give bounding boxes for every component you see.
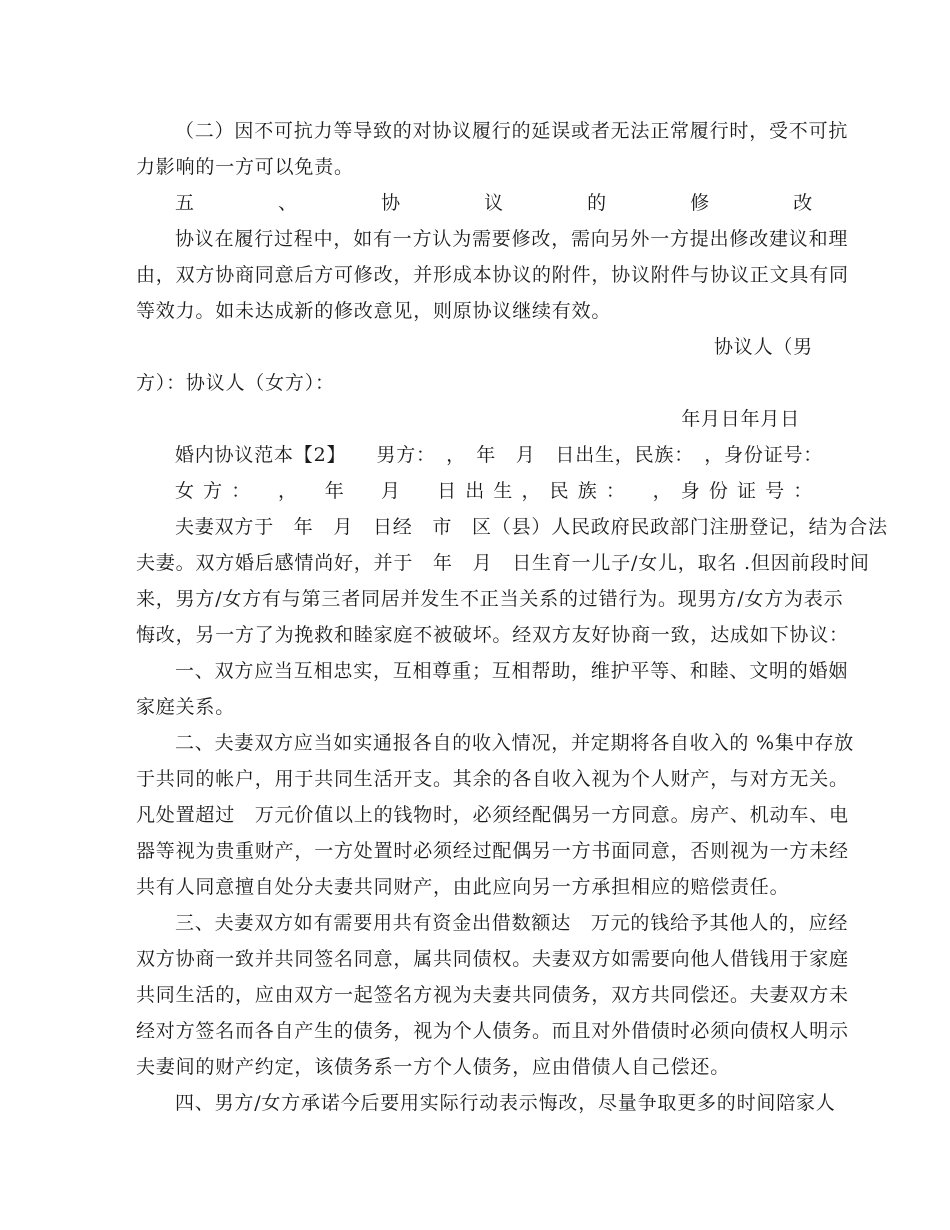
signature-line: 协议人（男 bbox=[713, 336, 813, 358]
signature-line: 方）：协议人（女方）： bbox=[136, 372, 335, 394]
paragraph-line: 凡处置超过 万元价值以上的钱物时，必须经配偶另一方同意。房产、机动车、电 bbox=[136, 804, 849, 826]
paragraph-line: 力影响的一方可以免责。 bbox=[136, 156, 354, 178]
date-line: 年月日年月日 bbox=[681, 408, 800, 430]
paragraph-line: 夫妻双方于 年 月 日经 市 区（县）人民政府民政部门注册登记，结为合法 bbox=[175, 516, 888, 538]
paragraph-line: 来，男方/女方有与第三者同居并发生不正当关系的过错行为。现男方/女方为表示 bbox=[136, 588, 844, 610]
paragraph-line: 四、男方/女方承诺今后要用实际行动表示悔改，尽量争取更多的时间陪家人 bbox=[175, 1092, 836, 1114]
paragraph-line: 共同生活的，应由双方一起签名方视为夫妻共同债务，双方共同偿还。夫妻双方未 bbox=[136, 984, 849, 1006]
template-title-line: 婚内协议范本【2】 男方： ， 年 月 日出生，民族： ，身份证号： bbox=[175, 444, 824, 466]
paragraph-line: 二、夫妻双方应当如实通报各自的收入情况，并定期将各自收入的 %集中存放 bbox=[175, 732, 855, 754]
paragraph-line: 器等视为贵重财产，一方处置时必须经过配偶另一方书面同意，否则视为一方未经 bbox=[136, 840, 849, 862]
paragraph-line: 夫妻。双方婚后感情尚好，并于 年 月 日生育一儿子/女儿，取名 .但因前段时间 bbox=[136, 552, 870, 574]
paragraph-line: 一、双方应当互相忠实，互相尊重；互相帮助，维护平等、和睦、文明的婚姻 bbox=[175, 660, 849, 682]
paragraph-line: 由，双方协商同意后方可修改，并形成本协议的附件，协议附件与协议正文具有同 bbox=[136, 264, 849, 286]
paragraph-line: 经对方签名而各自产生的债务，视为个人债务。而且对外借债时必须向债权人明示 bbox=[136, 1020, 849, 1042]
paragraph-line: （二）因不可抗力等导致的对协议履行的延误或者无法正常履行时，受不可抗 bbox=[175, 120, 849, 142]
paragraph-line: 双方协商一致并共同签名同意，属共同债权。夫妻双方如需要向他人借钱用于家庭 bbox=[136, 948, 849, 970]
paragraph-line: 悔改，另一方了为挽救和睦家庭不被破坏。经双方友好协商一致，达成如下协议： bbox=[136, 624, 849, 646]
party-info-line: 女方： ， 年 月 日出生，民族： ，身份证号： bbox=[175, 480, 813, 502]
section-heading: 五、协议的修改 bbox=[175, 192, 813, 214]
paragraph-line: 三、夫妻双方如有需要用共有资金出借数额达 万元的钱给予其他人的，应经 bbox=[175, 912, 849, 934]
paragraph-line: 共有人同意擅自处分夫妻共同财产，由此应向另一方承担相应的赔偿责任。 bbox=[136, 876, 790, 898]
paragraph-line: 等效力。如未达成新的修改意见，则原协议继续有效。 bbox=[136, 300, 612, 322]
paragraph-line: 于共同的帐户，用于共同生活开支。其余的各自收入视为个人财产，与对方无关。 bbox=[136, 768, 849, 790]
paragraph-line: 家庭关系。 bbox=[136, 696, 236, 718]
paragraph-line: 协议在履行过程中，如有一方认为需要修改，需向另外一方提出修改建议和理 bbox=[175, 228, 849, 250]
paragraph-line: 夫妻间的财产约定，该债务系一方个人债务，应由借债人自己偿还。 bbox=[136, 1056, 731, 1078]
